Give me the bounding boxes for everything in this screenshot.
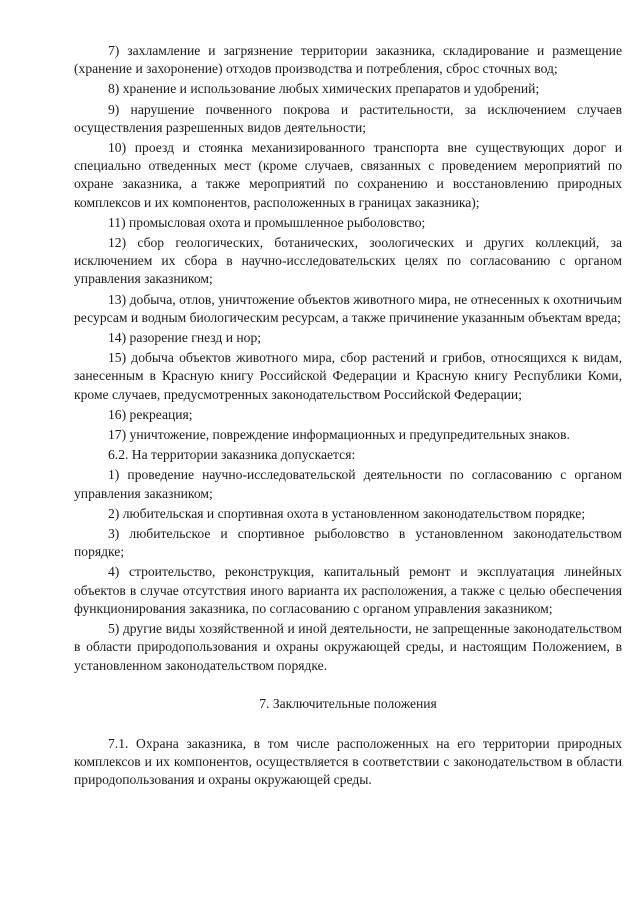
prohibited-item-10: 10) проезд и стоянка механизированного транспорта вне существующих дорог и специально отведенных мест (кроме случаев, связанных с проведением мероприятий по охране заказника, а также мероприятий по сохранению и восстановлению природных комплексов и их компонентов, расположенных в границах заказника); (74, 140, 622, 210)
prohibited-item-15: 15) добыча объектов животного мира, сбор растений и грибов, относящихся к видам, занесенным в Красную книгу Российской Федерации и Красную книгу Республики Коми, кроме случаев, предусмотренных законодательством Российской Федерации; (74, 350, 622, 402)
prohibited-item-16: 16) рекреация; (108, 406, 193, 422)
section-7-1-paragraph: 7.1. Охрана заказника, в том числе расположенных на его территории природных комплексов и их компонентов, осуществляется в соответствии с законодательством в области природопользования и охраны окружающей среды. (74, 735, 622, 788)
prohibited-item-17: 17) уничтожение, повреждение информационных и предупредительных знаков. (108, 427, 570, 443)
allowed-item-3: 3) любительское и спортивное рыболовство в установленном законодательством порядке; (74, 526, 622, 560)
prohibited-item-8: 8) хранение и использование любых химических препаратов и удобрений; (108, 81, 540, 97)
section-7-heading: 7. Заключительные положения (259, 695, 437, 711)
prohibited-item-7: 7) захламление и загрязнение территории заказника, складирование и размещение (хранение и захоронение) отходов производства и потребления, сброс сточных вод; (74, 43, 622, 77)
allowed-item-5: 5) другие виды хозяйственной и иной деятельности, не запрещенные законодательством в области природопользования и охраны окружающей среды, и настоящим Положением, в установленном законодательством порядке. (74, 621, 622, 673)
prohibited-item-11: 11) промысловая охота и промышленное рыболовство; (108, 214, 426, 230)
prohibited-item-13: 13) добыча, отлов, уничтожение объектов животного мира, не отнесенных к охотничьим ресурсам и водным биологическим ресурсам, а также причинение указанным объектам вреда; (74, 291, 622, 325)
section-6-2-title: 6.2. На территории заказника допускается: (108, 447, 356, 463)
prohibited-item-12: 12) сбор геологических, ботанических, зоологических и других коллекций, за исключением их сбора в научно-исследовательских целях по согласованию с органом управления заказником; (74, 235, 622, 287)
allowed-item-1: 1) проведение научно-исследовательской деятельности по согласованию с органом управления заказником; (74, 467, 622, 501)
allowed-item-2: 2) любительская и спортивная охота в установленном законодательством порядке; (108, 505, 586, 521)
allowed-item-4: 4) строительство, реконструкция, капитальный ремонт и эксплуатация линейных объектов в случае отсутствия иного варианта их расположения, а также с целью обеспечения функционирования заказника, по согласованию с органом управления заказником; (74, 564, 622, 616)
prohibited-item-9: 9) нарушение почвенного покрова и растительности, за исключением случаев осуществления разрешенных видов деятельности; (74, 101, 622, 135)
prohibited-item-14: 14) разорение гнезд и нор; (108, 330, 262, 346)
